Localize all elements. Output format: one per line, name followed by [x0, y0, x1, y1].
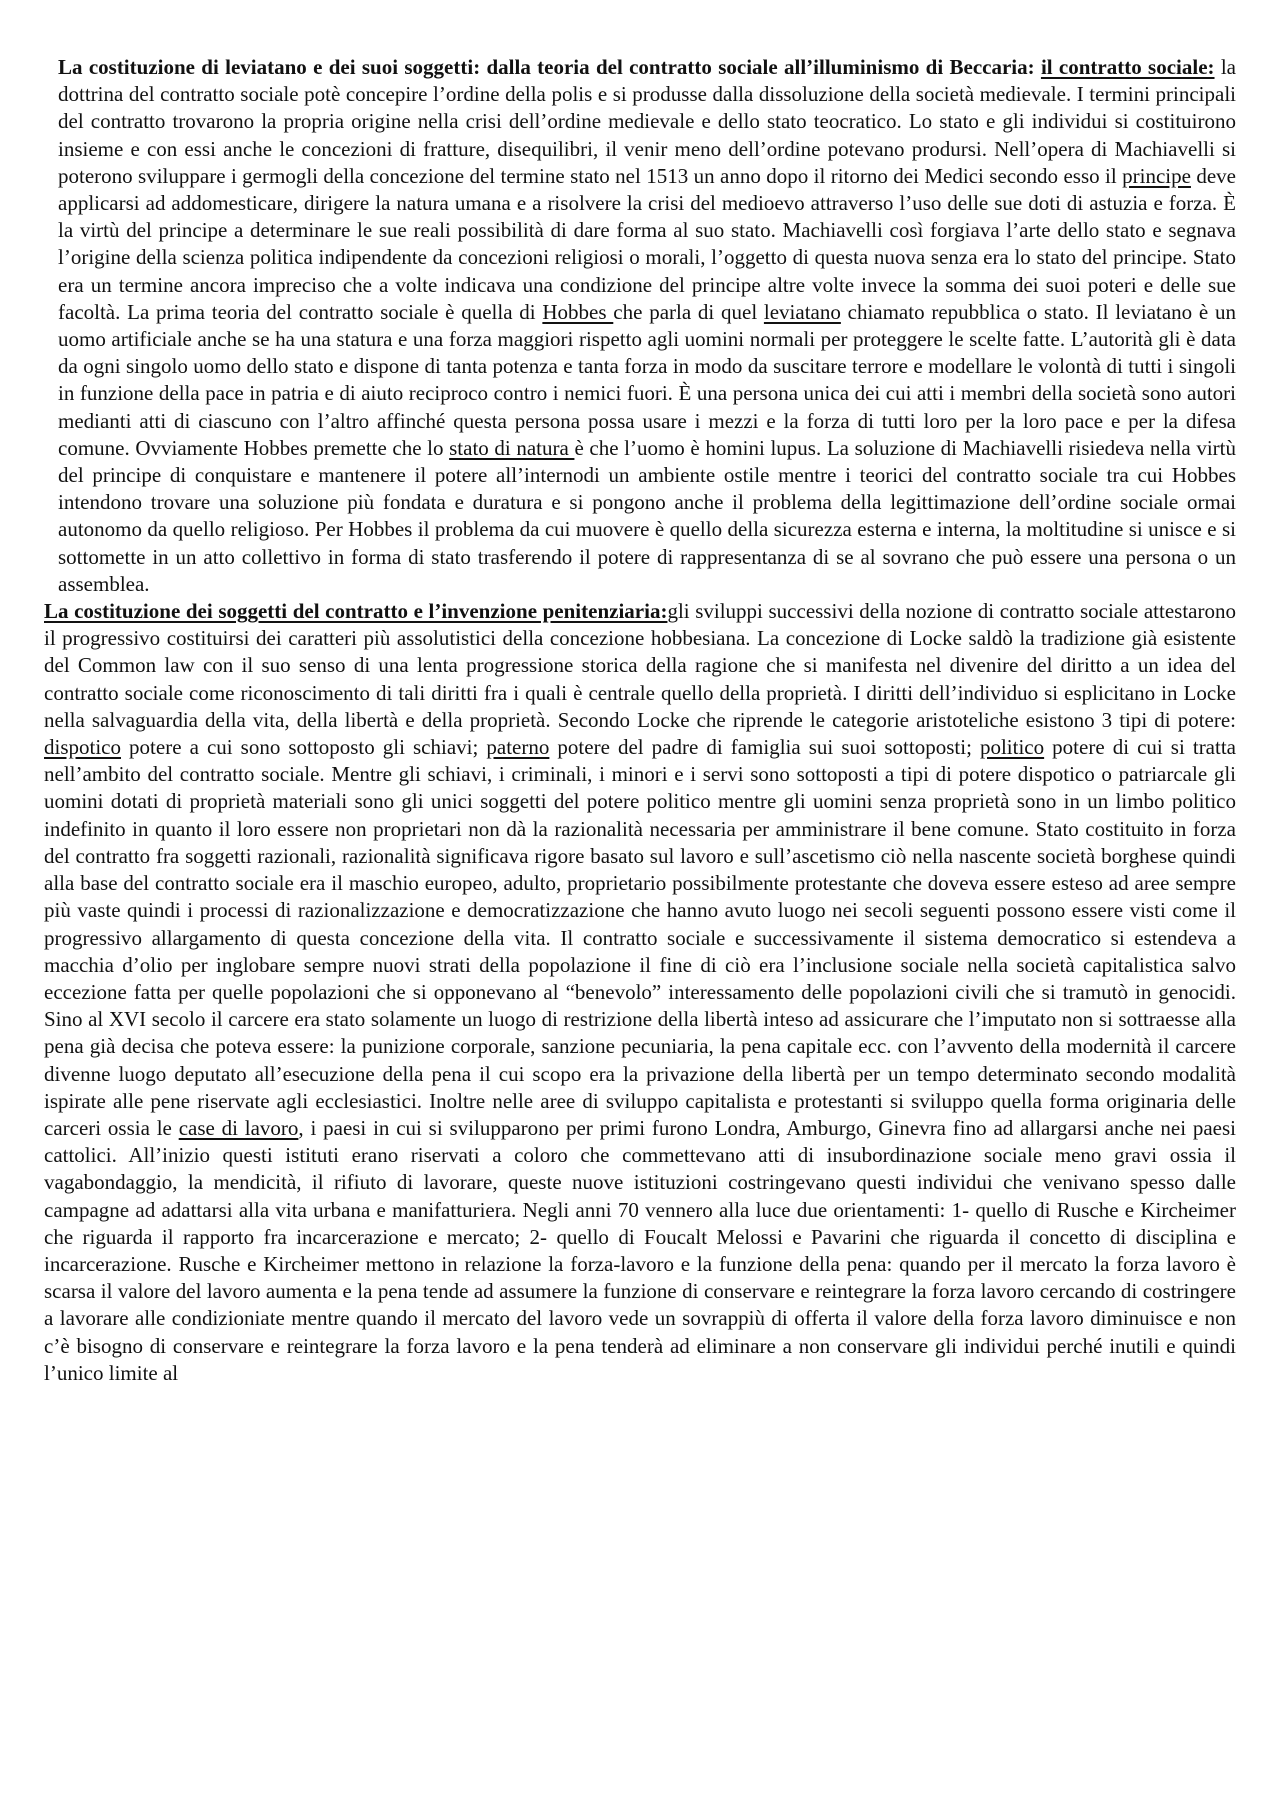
underlined-term-paterno: paterno — [486, 735, 550, 760]
underlined-term-stato-di-natura: stato di natura — [449, 435, 575, 460]
body-text: deve applicarsi ad addomesticare, dirigere la natura umana e a risolvere la crisi del medioevo attraverso l’uso delle sue doti di astuzia e forza. È la virtù del principe a determinare le sue reali possibilità di dare forma al suo stato. Machiavelli così forgiava l’arte dello stato e segnava l’origine della scienza politica indipendente da concezioni religiosi o morali, l’oggetto di questa nuova senza era lo stato del principe. Stato era un termine ancora impreciso che a volte indicava una condizione del principe altre volte invece la somma dei suoi poteri e delle sue facoltà. La prima teoria del contratto sociale è quella di — [58, 163, 1236, 324]
body-text: , i paesi in cui si svilupparono per primi furono Londra, Amburgo, Ginevra fino ad allargarsi anche nei paesi cattolici. All’inizio questi istituti erano riservati a coloro che commettevano atti di insubordinazione sociale meno gravi ossia il vagabondaggio, la mendicità, il rifiuto di lavorare, queste nuove istituzioni costringevano questi individui che venivano spesso dalle campagne ad adattarsi alla vita urbana e manifatturiera. Negli anni 70 vennero alla luce due orientamenti: 1- quello di Rusche e Kircheimer che riguarda il rapporto fra incarcerazione e mercato; 2- quello di Foucalt Melossi e Pavarini che riguarda il concetto di disciplina e incarcerazione. Rusche e Kircheimer mettono in relazione la forza-lavoro e la funzione della pena: quando per il mercato la forza lavoro è scarsa il valore del lavoro aumenta e la pena tende ad assumere la funzione di conservare e reintegrare la forza lavoro cercando di costringere a lavorare alle condizioniate mentre quando il mercato del lavoro vede un sovrappiù di offerta il valore della forza lavoro diminuisce e non c’è bisogno di conservare e reintegrare la forza lavoro e la pena tenderà ad eliminare a non conservare gli individui perché inutili e quindi l’unico limite al — [44, 1115, 1236, 1385]
body-text: potere di cui si tratta nell’ambito del contratto sociale. Mentre gli schiavi, i criminali, i minori e i servi sono sottoposti a tipi di potere dispotico o patriarcale gli uomini dotati di proprietà materiali sono gli unici soggetti del potere politico mentre gli uomini senza proprietà sono in un limbo politico indefinito in quanto il loro essere non proprietari non dà la razionalità necessaria per amministrare il bene comune. Stato costituito in forza del contratto fra soggetti razionali, razionalità significava rigore basato sul lavoro e sull’ascetismo ciò nella nascente società borghese quindi alla base del contratto sociale era il maschio europeo, adulto, proprietario possibilmente protestante che doveva essere esteso ad aree sempre più vaste quindi i processi di razionalizzazione e democratizzazione che hanno avuto luogo nei secoli seguenti possono essere visti come il progressivo allargamento di questa concezione della vita. Il contratto sociale e successivamente il sistema democratico si estendeva a macchia d’olio per inglobare sempre nuovi strati della popolazione il fine di ciò era l’inclusione sociale nella società capitalistica salvo eccezione fatta per quelle popolazioni che si opponevano al “benevolo” interessamento delle popolazioni civili che si tramutò in genocidi. Sino al XVI secolo il carcere era stato solamente un luogo di restrizione della libertà inteso ad assicurare che l’imputato non si sottraesse alla pena già decisa che poteva essere: la punizione corporale, sanzione pecuniaria, la pena capitale ecc. con l’avvento della modernità il carcere divenne luogo deputato all’esecuzione della pena il cui scopo era la privazione della libertà per un tempo determinato secondo modalità ispirate alle pene riservate agli ecclesiastici. Inoltre nelle aree di sviluppo capitalista e protestanti si sviluppo quella forma originaria delle carceri ossia le — [44, 735, 1236, 1140]
body-text: la dottrina del contratto sociale potè concepire l’ordine della polis e si produsse dalla dissoluzione della società medievale. I termini principali del contratto trovarono la propria origine nella crisi dell’ordine medievale e dello stato teocratico. Lo stato e gli individui si costituirono insieme e con essi anche le concezioni di fratture, disequilibri, il venir meno dell’ordine potevano prodursi. Nell’opera di Machiavelli si poterono sviluppare i germogli della concezione del termine stato nel 1513 un anno dopo il ritorno dei Medici secondo esso il — [58, 55, 1236, 188]
subheading-contratto-sociale: il contratto sociale: — [1040, 55, 1215, 79]
body-text: chiamato repubblica o stato. Il leviatano è un uomo artificiale anche se ha una statura e una forza maggiori rispetto agli uomini normali per proteggere le scelte fatte. L’autorità gli è data da ogni singolo uomo dello stato e dispone di tanta potenza e tanta forza in modo da suscitare terrore e modellare le volontà di tutti i singoli in funzione della pace in patria e di aiuto reciproco contro i nemici fuori. È una persona unica dei cui atti i membri della società sono autori medianti atti di ciascuno con l’altro affinché questa persona possa usare i mezzi e la forza di tutti loro per la loro pace e per la difesa comune. Ovviamente Hobbes premette che lo — [58, 299, 1236, 460]
underlined-term-leviatano: leviatano — [763, 299, 841, 324]
section-heading-invenzione-penitenziaria: La costituzione dei soggetti del contratto e l’invenzione penitenziaria: — [44, 599, 668, 624]
document-page — [44, 54, 1236, 1387]
section-heading-leviatano: La costituzione di leviatano e dei suoi soggetti: dalla teoria del contratto sociale all’illuminismo di Beccaria: — [58, 55, 1041, 79]
underlined-term-case-di-lavoro: case di lavoro — [178, 1115, 299, 1140]
paragraph-contratto-sociale — [44, 54, 1236, 598]
underlined-term-principe: principe — [1122, 163, 1191, 188]
underlined-term-politico: politico — [979, 735, 1045, 760]
body-text: che parla di quel — [613, 299, 764, 324]
body-text: potere del padre di famiglia sui suoi sottoposti; — [549, 735, 980, 760]
paragraph-invenzione-penitenziaria — [44, 598, 1236, 1387]
body-text: è che l’uomo è homini lupus. La soluzione di Machiavelli risiedeva nella virtù del principe di conquistare e mantenere il potere all’internodi un ambiente ostile mentre i teorici del contratto sociale tra cui Hobbes intendono trovare una soluzione più fondata e duratura e si pongono anche il problema della legittimazione dell’ordine sociale ormai autonomo da quello religioso. Per Hobbes il problema da cui muovere è quello della sicurezza esterna e interna, la moltitudine si unisce e si sottomette in un atto collettivo in forma di stato trasferendo il potere di rappresentanza di se al sovrano che può essere una persona o un assemblea. — [58, 435, 1237, 596]
underlined-term-hobbes: Hobbes — [542, 299, 614, 324]
body-text: gli sviluppi successivi della nozione di contratto sociale attestarono il progressivo costituirsi dei caratteri più assolutistici della concezione hobbesiana. La concezione di Locke saldò la tradizione già esistente del Common law con il suo senso di una lenta progressione storica della ragione che si manifesta nel divenire del diritto a un idea del contratto sociale come riconoscimento di tali diritti fra i quali è centrale quello della proprietà. I diritti dell’individuo si esplicitano in Locke nella salvaguardia della vita, della libertà e della proprietà. Secondo Locke che riprende le categorie aristoteliche esistono 3 tipi di potere: — [44, 599, 1236, 732]
body-text: potere a cui sono sottoposto gli schiavi; — [121, 735, 487, 760]
underlined-term-dispotico: dispotico — [44, 735, 121, 760]
